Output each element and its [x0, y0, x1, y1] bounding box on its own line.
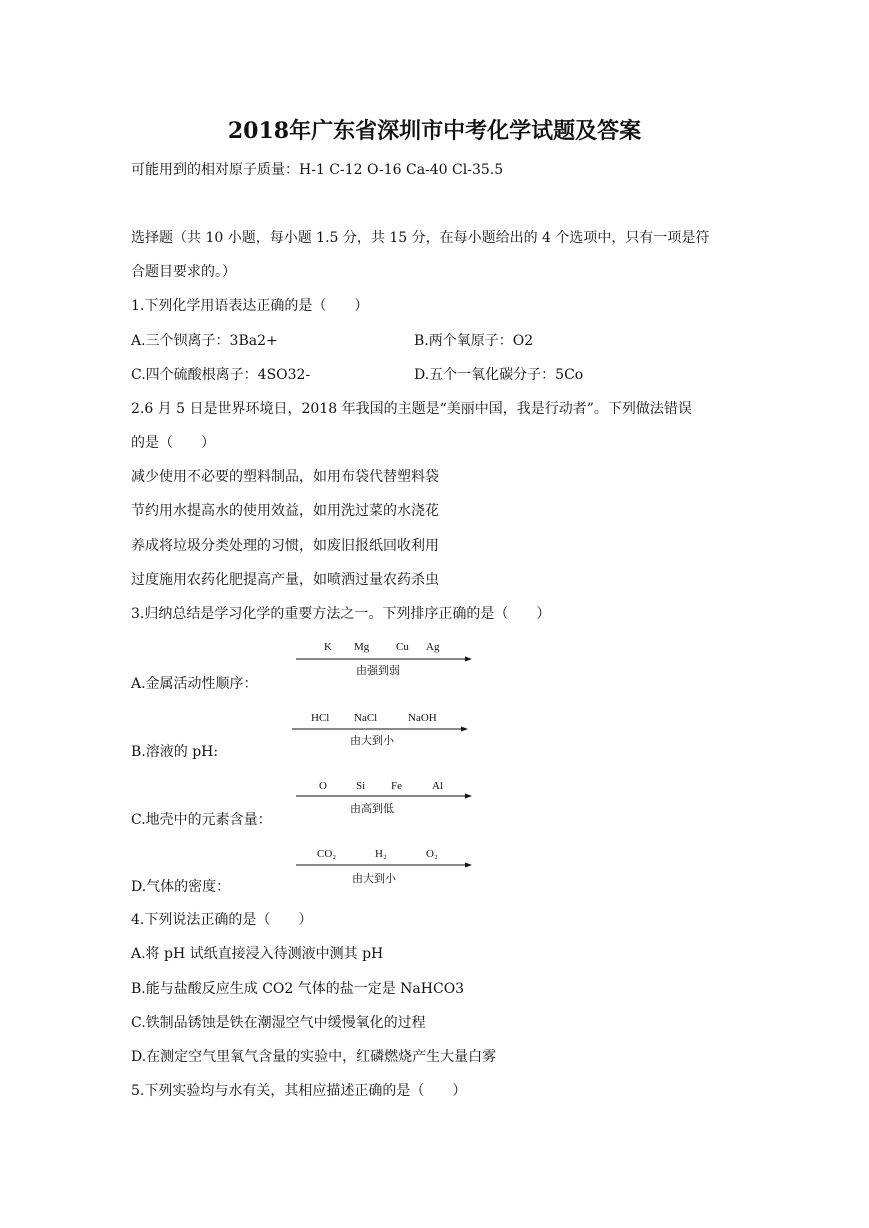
page-title: 2018年广东省深圳市中考化学试题及答案	[227, 118, 642, 144]
diagram-d-item-2: H₂	[375, 848, 387, 860]
diagram-b-item-1: HCl	[311, 712, 330, 724]
diagram-b-caption: 由大到小	[350, 734, 394, 747]
diagram-d-item-1: CO₂	[317, 848, 337, 860]
diagram-a-item-3: Cu	[396, 641, 409, 653]
question-1-option-a: A.三个钡离子：3Ba2+	[131, 333, 278, 349]
question-4-option-d: D.在测定空气里氧气含量的实验中，红磷燃烧产生大量白雾	[131, 1049, 497, 1065]
diagram-c-item-2: Si	[356, 780, 366, 792]
diagram-a-item-2: Mg	[354, 641, 370, 653]
section-intro-line-1: 选择题（共 10 小题，每小题 1.5 分，共 15 分，在每小题给出的 4 个选项中，只有一项是符	[131, 230, 710, 246]
question-1-stem: 1.下列化学用语表达正确的是（ ）	[131, 298, 369, 314]
question-2-option-4: 过度施用农药化肥提高产量，如喷洒过量农药杀虫	[131, 572, 439, 588]
question-3-diagram-d	[290, 848, 480, 885]
diagram-a-item-4: Ag	[426, 641, 440, 653]
question-4-stem: 4.下列说法正确的是（ ）	[131, 912, 313, 928]
question-1-option-d: D.五个一氧化碳分子：5Co	[414, 367, 584, 383]
question-3-option-c-label: C.地壳中的元素含量：	[131, 812, 272, 828]
atomic-mass-line: 可能用到的相对原子质量：H-1 C-12 O-16 Ca-40 Cl-35.5	[131, 162, 504, 178]
section-intro-line-2: 合题目要求的。）	[131, 264, 236, 280]
question-5-stem: 5.下列实验均与水有关，其相应描述正确的是（ ）	[131, 1083, 467, 1099]
diagram-d-item-3: O₂	[426, 848, 438, 860]
question-2-stem-line-1: 2.6 月 5 日是世界环境日，2018 年我国的主题是“美丽中国，我是行动者”。下列做法错误	[131, 401, 692, 417]
diagram-a-item-1: K	[324, 641, 332, 653]
diagram-c-caption: 由高到低	[350, 802, 394, 815]
question-3-stem: 3.归纳总结是学习化学的重要方法之一。下列排序正确的是（ ）	[131, 606, 551, 622]
question-2-option-2: 节约用水提高水的使用效益，如用洗过菜的水浇花	[131, 503, 439, 519]
diagram-c-item-1: O	[319, 780, 327, 792]
question-2-stem-line-2: 的是（ ）	[131, 435, 215, 451]
question-3-option-a-label: A.金属活动性顺序：	[131, 676, 258, 692]
question-3-diagram-b	[290, 712, 480, 747]
question-4-option-c: C.铁制品锈蚀是铁在潮湿空气中缓慢氧化的过程	[131, 1015, 426, 1031]
diagram-c-item-3: Fe	[391, 780, 402, 792]
question-4-option-b: B.能与盐酸反应生成 CO2 气体的盐一定是 NaHCO3	[131, 981, 465, 997]
question-3-option-d-label: D.气体的密度：	[131, 879, 231, 895]
question-3-diagram-c	[290, 780, 480, 815]
diagram-b-item-2: NaCl	[354, 712, 378, 724]
question-1-option-c: C.四个硫酸根离子：4SO32-	[131, 367, 311, 383]
question-2-option-1: 减少使用不必要的塑料制品，如用布袋代替塑料袋	[131, 469, 439, 485]
diagram-c-item-4: Al	[432, 780, 443, 792]
question-3-option-b-label: B.溶液的 pH:	[131, 744, 219, 760]
diagram-a-caption: 由强到弱	[356, 664, 400, 677]
diagram-d-caption: 由大到小	[352, 872, 396, 885]
question-4-option-a: A.将 pH 试纸直接浸入待测液中测其 pH	[131, 946, 384, 962]
question-2-option-3: 养成将垃圾分类处理的习惯，如废旧报纸回收利用	[131, 538, 439, 554]
diagram-b-item-3: NaOH	[408, 712, 437, 724]
question-3-diagram-a	[290, 641, 480, 677]
question-1-option-b: B.两个氧原子：O2	[414, 333, 534, 349]
